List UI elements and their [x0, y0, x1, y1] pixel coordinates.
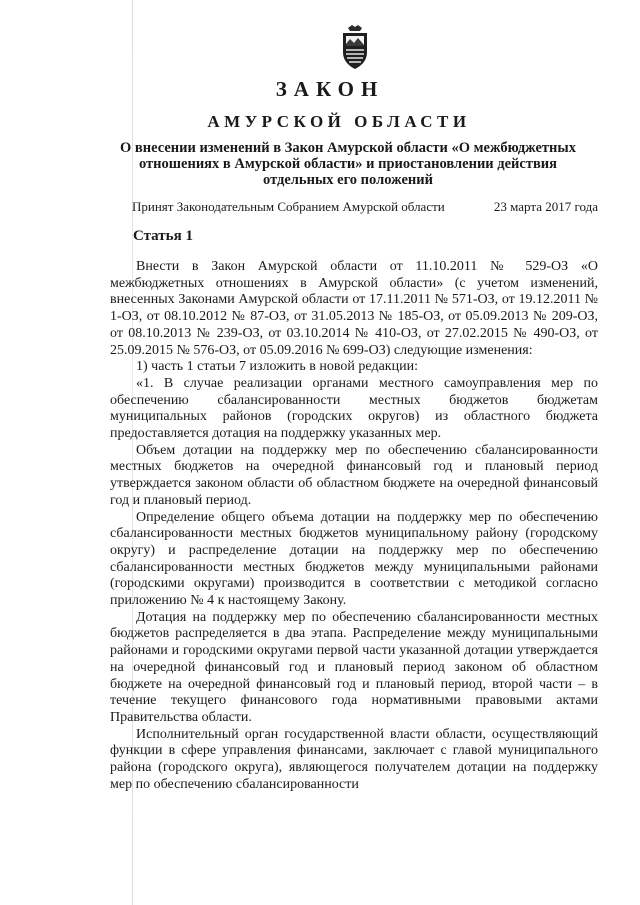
paragraph: Определение общего объема дотации на поддержку мер по обеспечению сбалансированности местных бюджетов муниципальному району (городскому округу) и распределение дотации на поддержку мер по обеспечению сбалансированности местных бюджетов между муниципальными районами (городскими округами) производится в соответствии с методикой согласно приложению № 4 к настоящему Закону.	[110, 509, 598, 609]
paragraph: Внести в Закон Амурской области от 11.10.2011 № 529-ОЗ «О межбюджетных отношениях в Амурской области» (с учетом изменений, внесенных Законами Амурской области от 17.11.2011 № 571-ОЗ, от 19.12.2011 № 1-ОЗ, от 08.10.2012 № 87-ОЗ, от 31.05.2013 № 185-ОЗ, от 05.09.2013 № 209-ОЗ, от 08.10.2013 № 239-ОЗ, от 03.10.2014 № 410-ОЗ, от 27.02.2015 № 490-ОЗ, от 25.09.2015 № 576-ОЗ, от 05.09.2016 № 699-ОЗ) следующие изменения:	[110, 259, 598, 358]
adoption-date: 23 марта 2017 года	[493, 199, 598, 214]
paragraph: «1. В случае реализации органами местного самоуправления мер по обеспечению сбалансированности местных бюджетов бюджетам муниципальных районов (городских округов) из областного бюджета предоставляется дотация на поддержку указанных мер.	[110, 375, 598, 442]
subtitle-line: отношениях в Амурской области» и приостановлении действия	[139, 156, 557, 172]
paragraph: Дотация на поддержку мер по обеспечению сбалансированности местных бюджетов распределяется в два этапа. Распределение между муниципальными районами и городскими округами первой части указанной дотации утверждается на очередной финансовый год и плановый период законом об областном бюджете на очередной финансовый год и плановый период, второй части – в течение текущего финансового года нормативными правовыми актами Правительства области.	[110, 609, 598, 725]
subtitle-line: отдельных его положений	[263, 172, 433, 188]
adopted-by: Принят Законодательным Собранием Амурской области	[132, 199, 445, 214]
law-title: ЗАКОН	[275, 77, 385, 101]
paragraph: Исполнительный орган государственной власти области, осуществляющий функции в сфере управления финансами, заключает с главой муниципального района (городского округа), являющегося получателем дотации на поддержку мер по обеспечению сбалансированности	[110, 726, 598, 792]
coat-of-arms-icon	[336, 24, 374, 70]
subtitle-line: О внесении изменений в Закон Амурской области «О межбюджетных	[120, 140, 576, 156]
region-title: АМУРСКОЙ ОБЛАСТИ	[207, 112, 471, 131]
article-body	[110, 259, 598, 794]
article-heading: Статья 1	[133, 228, 193, 244]
law-subtitle	[108, 140, 588, 188]
paragraph: Объем дотации на поддержку мер по обеспечению сбалансированности местных бюджетов на очередной финансовый год и плановый период утверждается законом области об областном бюджете на очередной финансовый год и плановый период.	[110, 442, 598, 508]
paragraph: 1) часть 1 статьи 7 изложить в новой редакции:	[136, 359, 418, 375]
adoption-line	[132, 199, 598, 215]
